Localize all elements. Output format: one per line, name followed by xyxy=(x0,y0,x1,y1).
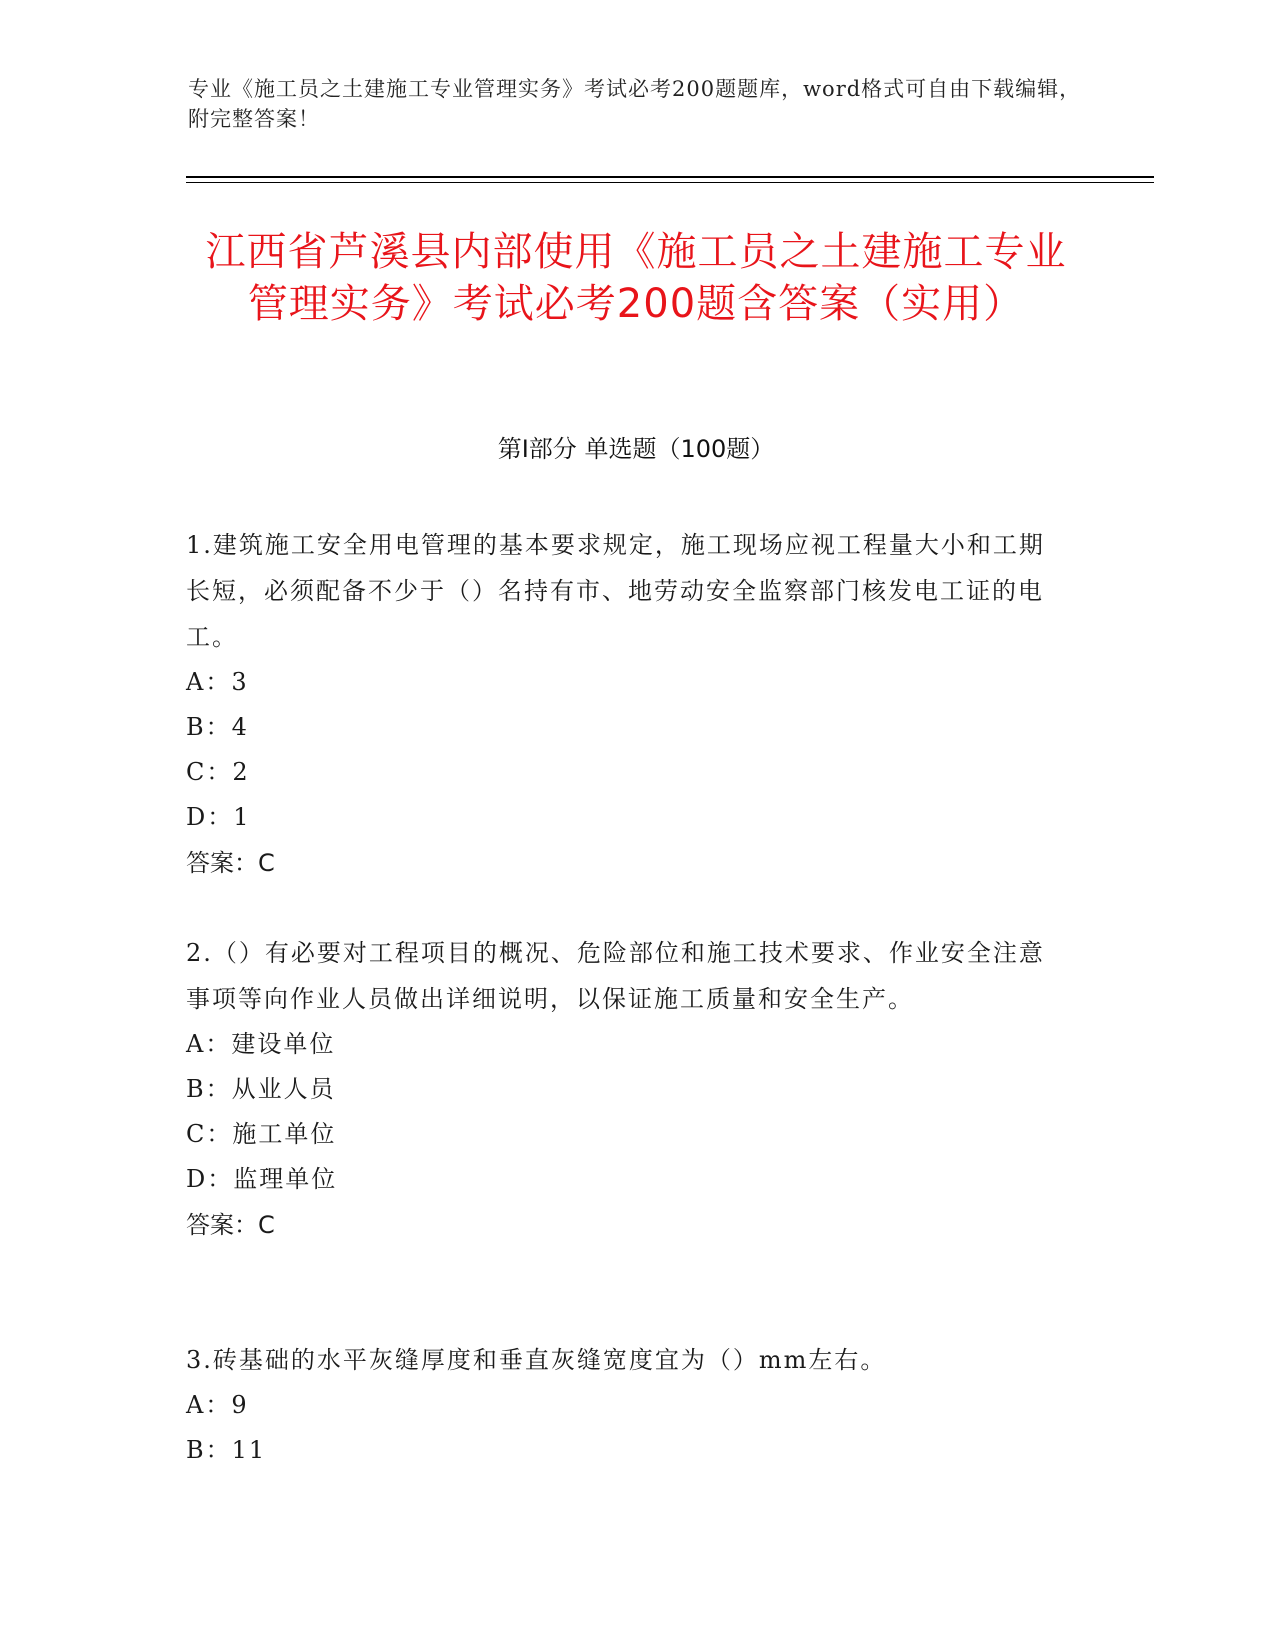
option-a: A：3 xyxy=(186,668,249,696)
question-1 xyxy=(186,522,1066,886)
option-c: C：2 xyxy=(186,758,250,786)
option-b: B：4 xyxy=(186,713,249,741)
question-2 xyxy=(186,930,1066,1248)
answer-line: 答案：C xyxy=(186,849,275,877)
header-divider-thin xyxy=(186,182,1154,183)
option-b: B：11 xyxy=(186,1436,267,1464)
option-a: A：9 xyxy=(186,1391,249,1419)
option-a: A：建设单位 xyxy=(186,1030,336,1058)
answer-line: 答案：C xyxy=(186,1211,275,1239)
option-d: D：1 xyxy=(186,803,251,831)
option-d: D：监理单位 xyxy=(186,1165,338,1193)
document-title: 江西省芦溪县内部使用《施工员之土建施工专业管理实务》考试必考200题含答案（实用） xyxy=(205,229,1067,327)
question-stem: 2.（）有必要对工程项目的概况、危险部位和施工技术要求、作业安全注意事项等向作业人员做出详细说明，以保证施工质量和安全生产。 xyxy=(186,939,1045,1013)
question-3 xyxy=(186,1337,1066,1473)
option-b: B：从业人员 xyxy=(186,1075,336,1103)
section-heading: 第Ⅰ部分 单选题（100题） xyxy=(497,435,775,463)
question-stem: 1.建筑施工安全用电管理的基本要求规定，施工现场应视工程量大小和工期长短，必须配备不少于（）名持有市、地劳动安全监察部门核发电工证的电工。 xyxy=(186,531,1045,651)
question-stem: 3.砖基础的水平灰缝厚度和垂直灰缝宽度宜为（）mm左右。 xyxy=(186,1346,887,1374)
option-c: C：施工单位 xyxy=(186,1120,337,1148)
header-divider-thick xyxy=(186,176,1154,178)
header-note: 专业《施工员之土建施工专业管理实务》考试必考200题题库，word格式可自由下载编辑，附完整答案！ xyxy=(188,77,1082,131)
